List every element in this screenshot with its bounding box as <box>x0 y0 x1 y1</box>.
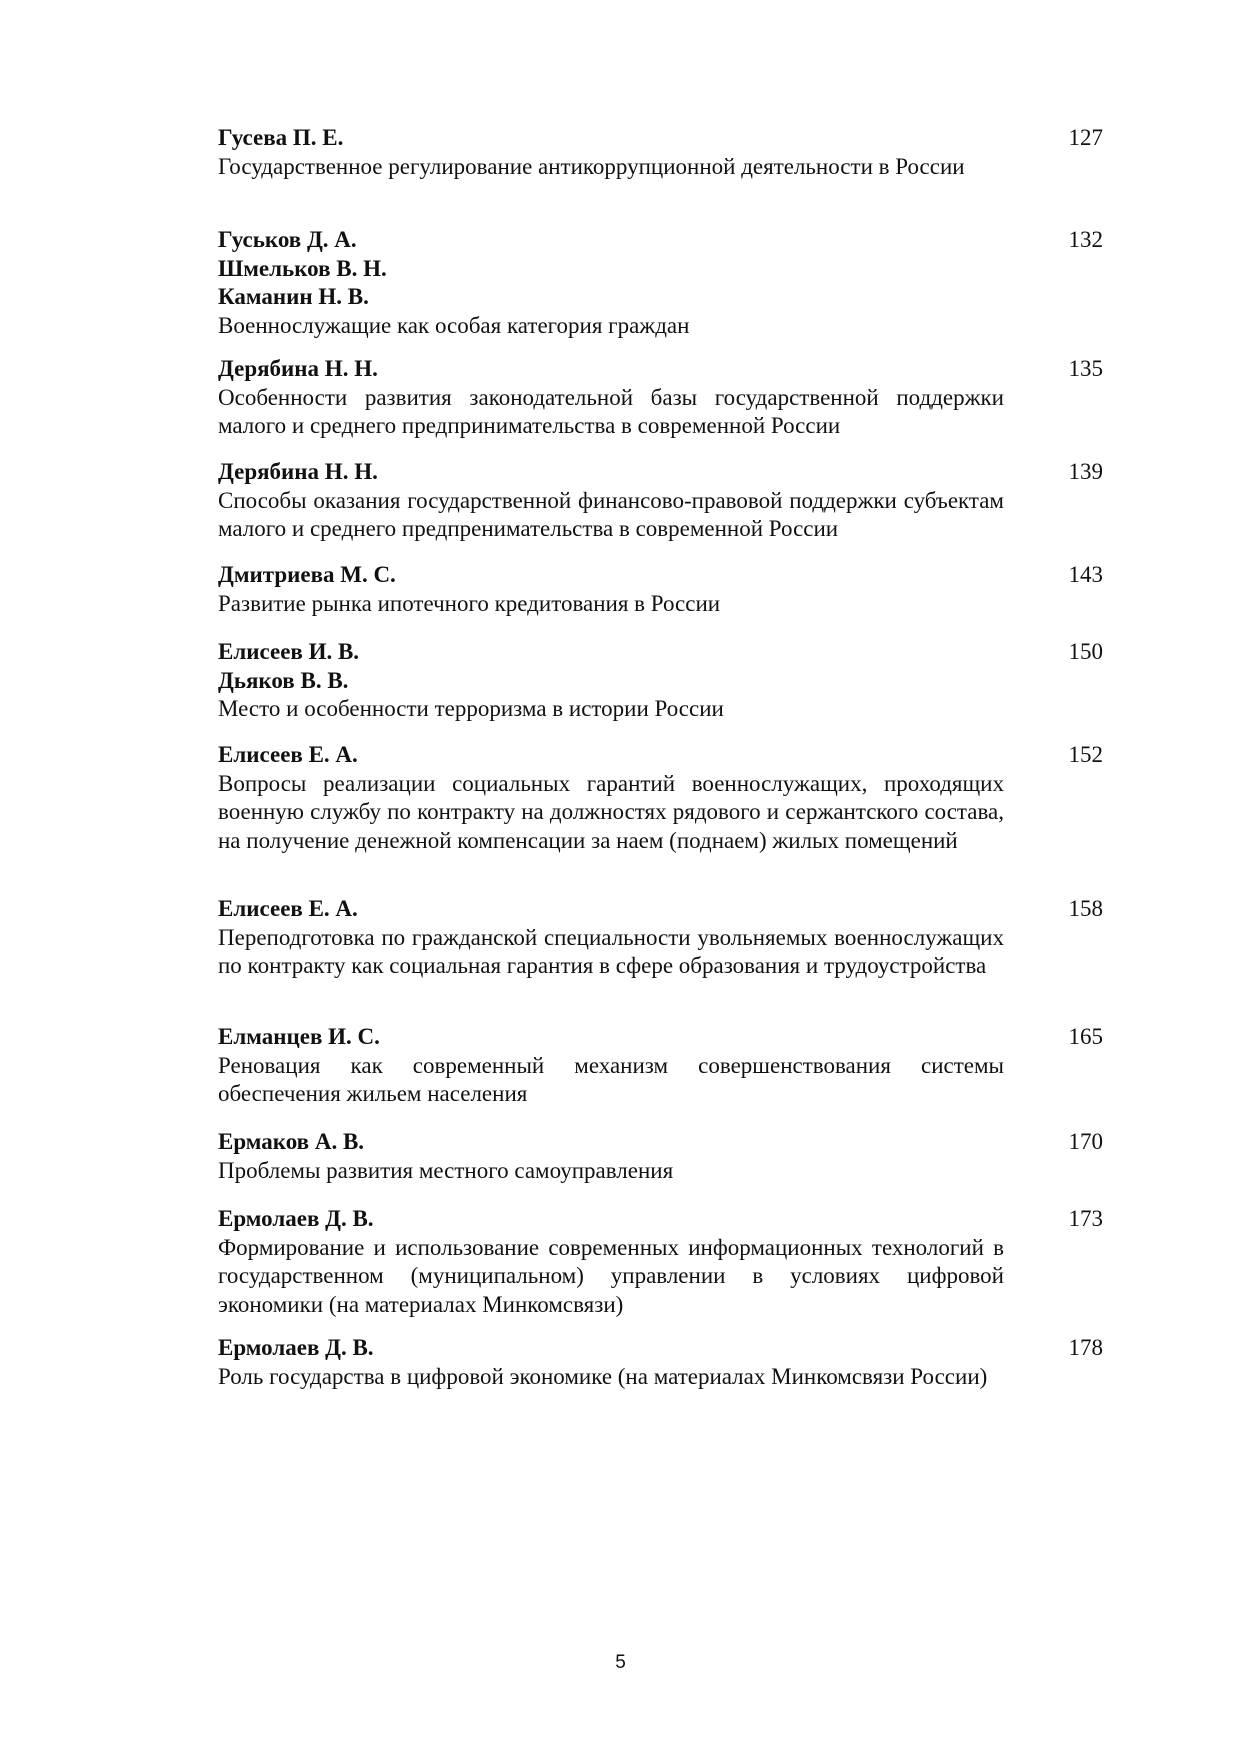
toc-authors <box>218 638 1004 695</box>
toc-page-number: 158 <box>1068 896 1103 921</box>
toc-page-number: 135 <box>1068 356 1103 381</box>
toc-page-number: 132 <box>1068 227 1103 252</box>
toc-title: Формирование и использование современных информационных технологий в государственном (муниципальном) управлении в условиях цифровой экономики (на материалах Минкомсвязи) <box>218 1234 1004 1317</box>
toc-author: Елманцев И. С. <box>218 1024 380 1049</box>
toc-authors <box>218 458 1004 487</box>
toc-page-number: 173 <box>1068 1206 1103 1231</box>
toc-authors <box>218 561 1004 590</box>
toc-entry <box>218 458 1103 544</box>
toc-author: Гусева П. Е. <box>218 125 344 150</box>
toc-title: Способы оказания государственной финансово-правовой поддержки субъектам малого и среднего предпренимательства в современной России <box>218 487 1004 542</box>
toc-title: Роль государства в цифровой экономике (на материалах Минкомсвязи России) <box>218 1363 988 1389</box>
toc-entry <box>218 561 1103 618</box>
toc-title: Реновация как современный механизм совершенствования системы обеспечения жильем населения <box>218 1052 1004 1107</box>
toc-entry <box>218 124 1103 181</box>
toc-page-number: 127 <box>1068 125 1103 150</box>
toc-authors <box>218 226 1004 312</box>
toc-title: Проблемы развития местного самоуправления <box>218 1157 674 1183</box>
toc-page-number: 152 <box>1068 742 1103 767</box>
toc-authors <box>218 895 1004 924</box>
toc-author: Елисеев И. В. <box>218 639 360 664</box>
toc-entry <box>218 226 1103 340</box>
toc-page-number: 150 <box>1068 639 1103 664</box>
toc-entry <box>218 1205 1103 1319</box>
toc-author: Ермолаев Д. В. <box>218 1206 374 1231</box>
toc-author: Дьяков В. В. <box>218 667 349 693</box>
toc-authors <box>218 1128 1004 1157</box>
toc-author: Дерябина Н. Н. <box>218 356 378 381</box>
toc-title: Государственное регулирование антикоррупционной деятельности в России <box>218 153 965 179</box>
toc-author: Ермолаев Д. В. <box>218 1335 374 1360</box>
toc-author: Гуськов Д. А. <box>218 227 357 252</box>
toc-entry <box>218 355 1103 441</box>
toc-page-number: 165 <box>1068 1024 1103 1049</box>
toc-authors <box>218 1205 1004 1234</box>
toc-author: Елисеев Е. А. <box>218 896 358 921</box>
toc-entry <box>218 1023 1103 1109</box>
toc-title: Место и особенности терроризма в истории России <box>218 696 724 722</box>
toc-author: Дмитриева М. С. <box>218 562 396 587</box>
toc-entry <box>218 638 1103 724</box>
toc-title: Переподготовка по гражданской специальности увольняемых военнослужащих по контракту как социальная гарантия в сфере образования и трудоустройства <box>218 924 1004 979</box>
toc-page-number: 170 <box>1068 1129 1103 1154</box>
toc-authors <box>218 124 1004 153</box>
toc-entry <box>218 1334 1103 1391</box>
toc-author: Шмельков В. Н. <box>218 255 387 281</box>
toc-title: Особенности развития законодательной базы государственной поддержки малого и среднего предпринимательства в современной России <box>218 384 1004 439</box>
toc-authors <box>218 355 1004 384</box>
toc-authors <box>218 741 1004 770</box>
toc-page-number: 178 <box>1068 1335 1103 1360</box>
toc-entry <box>218 895 1103 981</box>
page-footer-number: 5 <box>615 1652 626 1673</box>
toc-author: Каманин Н. В. <box>218 284 369 310</box>
toc-title: Военнослужащие как особая категория граждан <box>218 312 690 338</box>
toc-author: Ермаков А. В. <box>218 1129 365 1154</box>
toc-authors <box>218 1334 1004 1363</box>
toc-entry <box>218 741 1103 855</box>
toc-title: Вопросы реализации социальных гарантий военнослужащих, проходящих военную службу по контракту на должностях рядового и сержантского состава, на получение денежной компенсации за наем (поднаем) жилых помещений <box>218 770 1004 853</box>
toc-page-number: 139 <box>1068 459 1103 484</box>
toc-title: Развитие рынка ипотечного кредитования в России <box>218 590 721 616</box>
toc-author: Дерябина Н. Н. <box>218 459 378 484</box>
toc-page-number: 143 <box>1068 562 1103 587</box>
toc-authors <box>218 1023 1004 1052</box>
toc-author: Елисеев Е. А. <box>218 742 358 767</box>
toc-entry <box>218 1128 1103 1185</box>
